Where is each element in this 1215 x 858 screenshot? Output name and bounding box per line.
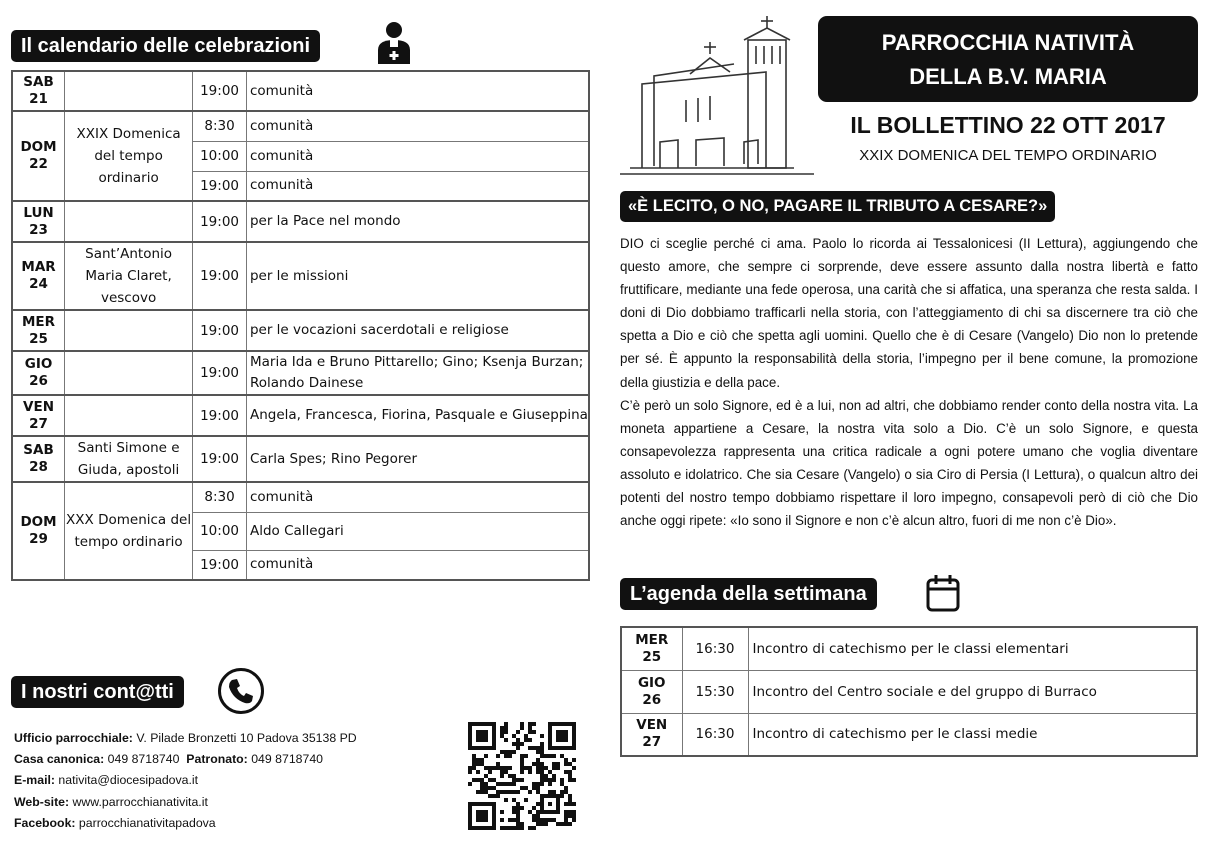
mass-intention: Angela, Francesca, Fiorina, Pasquale e Giuseppina bbox=[246, 395, 589, 436]
celebration-row bbox=[12, 436, 589, 482]
mass-intention: per la Pace nel mondo bbox=[246, 201, 589, 242]
agenda-time: 16:30 bbox=[682, 627, 748, 670]
occasion-cell: Sant’Antonio Maria Claret, vescovo bbox=[65, 242, 193, 310]
celebration-row bbox=[12, 242, 589, 310]
bulletin-title: IL BOLLETTINO 22 OTT 2017 bbox=[850, 112, 1166, 138]
contacts-title bbox=[11, 676, 184, 708]
agenda-description: Incontro di catechismo per le classi medie bbox=[748, 713, 1197, 756]
mass-time: 19:00 bbox=[193, 310, 247, 351]
celebration-row bbox=[12, 201, 589, 242]
article-title bbox=[620, 191, 1055, 222]
day-cell bbox=[12, 351, 65, 395]
mass-time: 8:30 bbox=[193, 482, 247, 512]
occasion-cell: Santi Simone e Giuda, apostoli bbox=[65, 436, 193, 482]
office-line bbox=[14, 728, 357, 749]
day-date: 28 bbox=[29, 459, 48, 475]
mass-intention: Aldo Callegari bbox=[246, 512, 589, 550]
agenda-time: 15:30 bbox=[682, 670, 748, 713]
article-body bbox=[620, 232, 1198, 532]
celebration-row bbox=[12, 395, 589, 436]
occasion-cell: XXX Domenica del tempo ordinario bbox=[65, 482, 193, 580]
day-name: MER bbox=[22, 313, 56, 330]
celebration-row bbox=[12, 351, 589, 395]
mass-time: 10:00 bbox=[193, 141, 247, 171]
parish-name-line2: DELLA B.V. MARIA bbox=[909, 64, 1107, 89]
canonica-value: 049 8718740 bbox=[107, 752, 180, 767]
celebration-row bbox=[12, 482, 589, 512]
day-cell bbox=[12, 395, 65, 436]
article-title-text: «È LECITO, O NO, PAGARE IL TRIBUTO A CESARE?» bbox=[628, 197, 1048, 215]
mass-intention: comunità bbox=[246, 111, 589, 141]
agenda-title bbox=[620, 578, 877, 610]
occasion-cell bbox=[65, 351, 193, 395]
facebook-line bbox=[14, 813, 357, 834]
agenda-day-name: VEN bbox=[636, 717, 668, 734]
mass-time: 19:00 bbox=[193, 242, 247, 310]
mass-intention: comunità bbox=[246, 171, 589, 201]
celebrations-table bbox=[11, 70, 590, 581]
agenda-title-text: L’agenda della settimana bbox=[630, 582, 867, 605]
web-value[interactable]: www.parrocchianativita.it bbox=[72, 794, 208, 809]
email-value[interactable]: nativita@diocesipadova.it bbox=[58, 773, 199, 788]
mass-time: 19:00 bbox=[193, 395, 247, 436]
mass-intention: comunità bbox=[246, 482, 589, 512]
agenda-description: Incontro del Centro sociale e del gruppo di Burraco bbox=[748, 670, 1197, 713]
day-date: 25 bbox=[29, 330, 48, 347]
agenda-day-date: 26 bbox=[642, 691, 662, 708]
contacts-title-text: I nostri cont@tti bbox=[21, 680, 174, 703]
occasion-cell bbox=[65, 201, 193, 242]
day-date: 24 bbox=[29, 276, 48, 292]
facebook-label: Facebook: bbox=[14, 815, 76, 830]
agenda-row bbox=[621, 627, 1197, 670]
day-date: 22 bbox=[29, 156, 48, 172]
agenda-description: Incontro di catechismo per le classi elementari bbox=[748, 627, 1197, 670]
occasion-cell: XXIX Domenica del tempo ordinario bbox=[65, 111, 193, 201]
day-cell bbox=[12, 201, 65, 242]
day-cell bbox=[12, 71, 65, 111]
agenda-time: 16:30 bbox=[682, 713, 748, 756]
calendar-title-text: Il calendario delle celebrazioni bbox=[21, 34, 310, 57]
mass-time: 19:00 bbox=[193, 550, 247, 580]
day-date: 23 bbox=[29, 221, 48, 238]
parish-name-box bbox=[818, 16, 1198, 102]
mass-intention: per le missioni bbox=[246, 242, 589, 310]
mass-time: 19:00 bbox=[193, 351, 247, 395]
day-name: DOM bbox=[20, 139, 57, 155]
calendar-icon bbox=[924, 572, 962, 614]
day-cell bbox=[12, 482, 65, 580]
office-label: Ufficio parrocchiale: bbox=[14, 731, 133, 745]
day-date: 27 bbox=[29, 415, 48, 432]
phones-line bbox=[14, 749, 357, 770]
office-value: V. Pilade Bronzetti 10 Padova 35138 PD bbox=[136, 731, 357, 745]
article-paragraph: DIO ci sceglie perché ci ama. Paolo lo ricorda ai Tessalonicesi (II Lettura), aggiungendo che questo amore, che sempre ci sorprende, deve essere assunto dalla nostra libertà e fatto fruttificare, mediante una fede operosa, una carità che si affatica, una speranza che resta salda. I doni di Dio dobbiamo trafficarli nella storia, con l’atteggiamento di chi sa discernere tra ciò che spetta a Dio e ciò che spetta agli uomini. Quello che è di Cesare (Vangelo) Dio non lo pretende per sé. È appunto la responsabilità della storia, l’impegno per il bene comune, la promozione della giustizia e della pace. bbox=[620, 236, 1198, 390]
contacts-block bbox=[14, 728, 357, 834]
patronato-value: 049 8718740 bbox=[251, 752, 324, 767]
church-drawing-icon bbox=[618, 14, 816, 180]
celebration-row bbox=[12, 111, 589, 141]
article-paragraph: C’è però un solo Signore, ed è a lui, non ad altri, che dobbiamo render conto della nostra vita. La moneta appartiene a Cesare, la nostra vita solo a Dio. C’è un solo Signore, e questa consapevolezza rappresenta una critica radicale a ogni potere umano che voglia diventare assoluto e idolatrico. Che sia Cesare (Vangelo) o sia Ciro di Persia (I Lettura), o qualcun altro dei potenti del nostro tempo dobbiamo rispettare il loro impegno, consapevoli però di ciò che Dio anche oggi ripete: «Io sono il Signore e non c’è alcun altro, fuori di me non c’è Dio». bbox=[620, 397, 1198, 529]
liturgical-sunday: XXIX DOMENICA DEL TEMPO ORDINARIO bbox=[859, 147, 1157, 164]
web-line bbox=[14, 792, 357, 813]
web-label: Web-site: bbox=[14, 794, 70, 809]
day-name: GIO bbox=[24, 356, 53, 372]
day-name: VEN bbox=[23, 398, 55, 415]
day-date: 29 bbox=[29, 531, 48, 547]
agenda-day-cell bbox=[621, 627, 682, 670]
mass-time: 19:00 bbox=[193, 171, 247, 201]
celebration-row bbox=[12, 71, 589, 111]
qr-code-icon bbox=[468, 722, 576, 830]
agenda-table bbox=[620, 626, 1198, 757]
mass-time: 10:00 bbox=[193, 512, 247, 550]
agenda-day-name: MER bbox=[635, 631, 669, 648]
day-cell bbox=[12, 310, 65, 351]
priest-icon bbox=[376, 20, 412, 64]
email-line bbox=[14, 770, 357, 791]
agenda-row bbox=[621, 670, 1197, 713]
day-cell bbox=[12, 436, 65, 482]
day-name: SAB bbox=[23, 442, 54, 458]
patronato-label: Patronato: bbox=[186, 752, 248, 767]
agenda-day-date: 25 bbox=[642, 648, 662, 665]
agenda-day-date: 27 bbox=[642, 734, 662, 751]
day-date: 26 bbox=[29, 373, 48, 389]
email-label: E-mail: bbox=[14, 773, 55, 788]
agenda-day-name: GIO bbox=[637, 674, 666, 691]
parish-name-line1: PARROCCHIA NATIVITÀ bbox=[881, 30, 1135, 55]
day-name: MAR bbox=[21, 259, 56, 275]
mass-intention: per le vocazioni sacerdotali e religiose bbox=[246, 310, 589, 351]
occasion-cell bbox=[65, 310, 193, 351]
day-cell bbox=[12, 111, 65, 201]
day-name: DOM bbox=[20, 514, 57, 530]
mass-time: 19:00 bbox=[193, 436, 247, 482]
mass-time: 19:00 bbox=[193, 201, 247, 242]
celebration-row bbox=[12, 310, 589, 351]
mass-intention: Maria Ida e Bruno Pittarello; Gino; Ksenja Burzan; Rolando Dainese bbox=[246, 351, 589, 395]
agenda-day-cell bbox=[621, 713, 682, 756]
calendar-title bbox=[11, 30, 320, 62]
mass-intention: comunità bbox=[246, 550, 589, 580]
day-date: 21 bbox=[29, 91, 48, 107]
day-cell bbox=[12, 242, 65, 310]
mass-intention: comunità bbox=[246, 71, 589, 111]
canonica-label: Casa canonica: bbox=[14, 752, 105, 767]
mass-time: 8:30 bbox=[193, 111, 247, 141]
occasion-cell bbox=[65, 395, 193, 436]
day-name: SAB bbox=[23, 74, 54, 90]
phone-icon bbox=[217, 667, 265, 715]
mass-intention: comunità bbox=[246, 141, 589, 171]
day-name: LUN bbox=[23, 204, 54, 221]
mass-intention: Carla Spes; Rino Pegorer bbox=[246, 436, 589, 482]
agenda-day-cell bbox=[621, 670, 682, 713]
mass-time: 19:00 bbox=[193, 71, 247, 111]
occasion-cell bbox=[65, 71, 193, 111]
agenda-row bbox=[621, 713, 1197, 756]
facebook-value[interactable]: parrocchianativitapadova bbox=[78, 815, 216, 830]
